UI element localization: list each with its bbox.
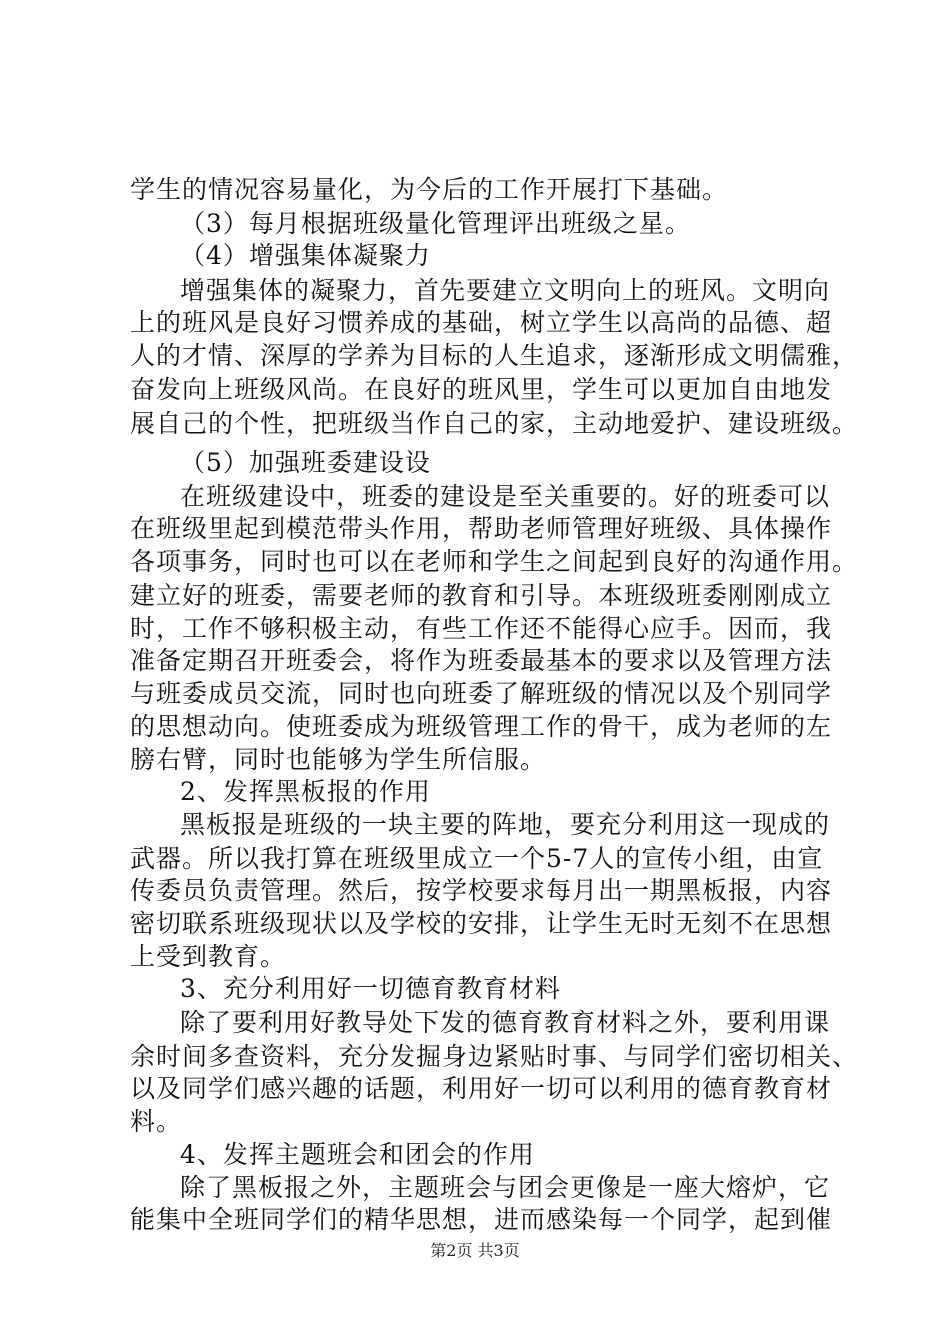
text-line: 黑板报是班级的一块主要的阵地，要充分利用这一现成的 (180, 810, 831, 839)
text-line: 能集中全班同学们的精华思想，进而感染每一个同学，起到催 (130, 1205, 833, 1234)
text-line: 与班委成员交流，同时也向班委了解班级的情况以及个别同学 (130, 679, 833, 708)
text-line: 展自己的个性，把班级当作自己的家，主动地爱护、建设班级。 (130, 409, 859, 438)
text-line: 在班级建设中，班委的建设是至关重要的。好的班委可以 (180, 482, 831, 511)
text-line: 4、发挥主题班会和团会的作用 (180, 1140, 535, 1169)
text-line: 上受到教育。 (130, 942, 287, 971)
text-line: 的思想动向。使班委成为班级管理工作的骨干，成为老师的左 (130, 712, 833, 741)
text-line: 2、发挥黑板报的作用 (180, 777, 431, 806)
text-line: 增强集体的凝聚力，首先要建立文明向上的班风。文明向 (180, 276, 831, 305)
text-line: 密切联系班级现状以及学校的安排，让学生无时无刻不在思想 (130, 909, 833, 938)
text-line: 准备定期召开班委会，将作为班委最基本的要求以及管理方法 (130, 646, 833, 675)
text-line: （5）加强班委建设设 (180, 448, 431, 477)
text-line: 奋发向上班级风尚。在良好的班风里，学生可以更加自由地发 (130, 375, 833, 404)
page-number-footer: 第2页 共3页 (430, 1241, 520, 1260)
text-line: 在班级里起到模范带头作用，帮助老师管理好班级、具体操作 (130, 514, 833, 543)
text-line: 传委员负责管理。然后，按学校要求每月出一期黑板报，内容 (130, 876, 833, 905)
text-line: 武器。所以我打算在班级里成立一个5-7人的宣传小组，由宣 (130, 844, 824, 873)
text-line: （3）每月根据班级量化管理评出班级之星。 (180, 209, 691, 238)
text-line: 时，工作不够积极主动，有些工作还不能得心应手。因而，我 (130, 614, 833, 643)
text-line: 各项事务，同时也可以在老师和学生之间起到良好的沟通作用。 (130, 547, 859, 576)
text-line: 料。 (130, 1107, 183, 1136)
text-line: 人的才情、深厚的学养为目标的人生追求，逐渐形成文明儒雅， (130, 341, 859, 370)
text-line: 建立好的班委，需要老师的教育和引导。本班级班委刚刚成立 (130, 581, 833, 610)
text-line: 3、充分利用好一切德育教育材料 (180, 974, 561, 1003)
text-line: 以及同学们感兴趣的话题，利用好一切可以利用的德育教育材 (130, 1074, 833, 1103)
text-line: （4）增强集体凝聚力 (180, 241, 431, 270)
text-line: 学生的情况容易量化，为今后的工作开展打下基础。 (130, 175, 729, 204)
text-line: 上的班风是良好习惯养成的基础，树立学生以高尚的品德、超 (130, 308, 833, 337)
text-line: 除了黑板报之外，主题班会与团会更像是一座大熔炉，它 (180, 1173, 831, 1202)
text-line: 余时间多查资料，充分发掘身边紧贴时事、与同学们密切相关、 (130, 1042, 859, 1071)
text-line: 膀右臂，同时也能够为学生所信服。 (130, 745, 547, 774)
text-line: 除了要利用好教导处下发的德育教育材料之外，要利用课 (180, 1008, 831, 1037)
